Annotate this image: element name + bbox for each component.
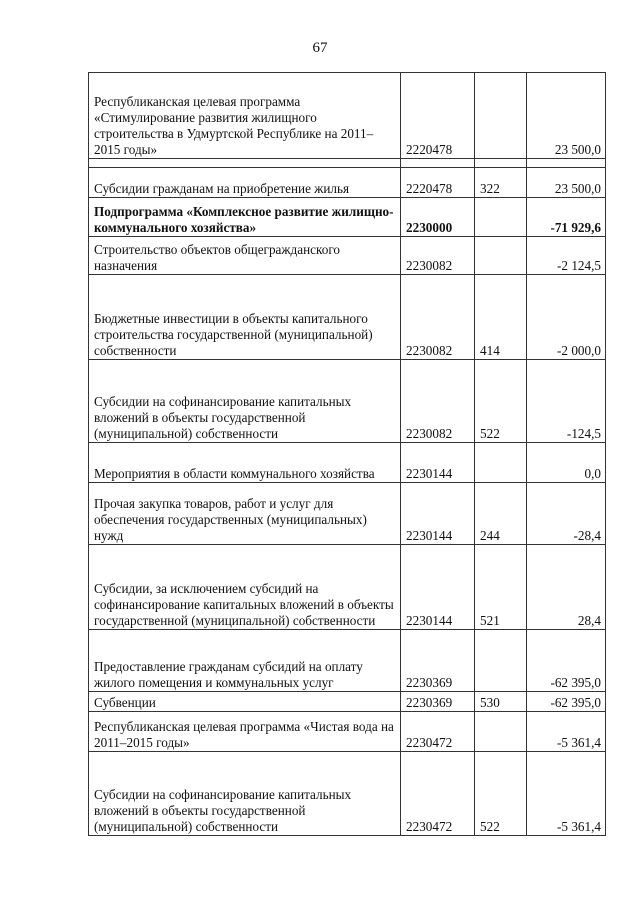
row-amount: -5 361,4 [527,752,606,836]
row-name: Субсидии на софинансирование капитальных вложений в объекты государственной (муниципальной) собственности [89,360,401,443]
row-name: Мероприятия в области коммунального хозяйства [89,443,401,483]
row-amount: -28,4 [527,483,606,545]
row-code: 2230369 [401,692,475,712]
row-name: Республиканская целевая программа «Стимулирование развития жилищного строительства в Удмуртской Республике на 2011–2015 годы» [89,73,401,159]
page-number: 67 [312,40,328,56]
row-name: Республиканская целевая программа «Чистая вода на 2011–2015 годы» [89,712,401,752]
row-type: 522 [475,360,527,443]
row-amount: 28,4 [527,545,606,630]
row-code: 2220478 [401,73,475,159]
row-name: Строительство объектов общегражданского назначения [89,237,401,275]
row-type [475,443,527,483]
table-row [89,237,606,275]
table-row [89,275,606,360]
row-type: 521 [475,545,527,630]
row-name: Бюджетные инвестиции в объекты капитального строительства государственной (муниципальной) собственности [89,275,401,360]
row-name: Субвенции [89,692,401,712]
row-code: 2230082 [401,360,475,443]
table-row [89,73,606,159]
row-code: 2220478 [401,168,475,198]
row-code: 2230472 [401,712,475,752]
row-type: 244 [475,483,527,545]
table-row [89,483,606,545]
table-row [89,168,606,198]
table-row [89,360,606,443]
row-type [475,712,527,752]
row-type [475,198,527,237]
row-type: 522 [475,752,527,836]
row-name: Предоставление гражданам субсидий на оплату жилого помещения и коммунальных услуг [89,630,401,692]
table-row [89,443,606,483]
row-code: 2230082 [401,275,475,360]
row-amount: -5 361,4 [527,712,606,752]
row-code: 2230144 [401,545,475,630]
row-amount: -2 000,0 [527,275,606,360]
row-code: 2230144 [401,483,475,545]
row-name: Прочая закупка товаров, работ и услуг для обеспечения государственных (муниципальных) нужд [89,483,401,545]
row-amount: -62 395,0 [527,630,606,692]
row-amount: 23 500,0 [527,73,606,159]
row-code: 2230369 [401,630,475,692]
budget-table [88,72,606,836]
row-name: Субсидии гражданам на приобретение жилья [89,168,401,198]
row-code: 2230144 [401,443,475,483]
table-row [89,198,606,237]
table-row [89,545,606,630]
row-name: Субсидии на софинансирование капитальных вложений в объекты государственной (муниципальной) собственности [89,752,401,836]
row-code: 2230472 [401,752,475,836]
row-code: 2230000 [401,198,475,237]
row-type [475,73,527,159]
row-name: Подпрограмма «Комплексное развитие жилищно-коммунального хозяйства» [89,198,401,237]
table-row [89,692,606,712]
spacer-row [89,159,606,168]
table-row [89,630,606,692]
row-name: Субсидии, за исключением субсидий на софинансирование капитальных вложений в объекты государственной (муниципальной) собственности [89,545,401,630]
row-type [475,630,527,692]
row-amount: -124,5 [527,360,606,443]
row-amount: -2 124,5 [527,237,606,275]
table-row [89,712,606,752]
row-type [475,237,527,275]
table-row [89,752,606,836]
row-amount: 23 500,0 [527,168,606,198]
row-type: 414 [475,275,527,360]
row-type: 322 [475,168,527,198]
row-amount: -71 929,6 [527,198,606,237]
row-amount: 0,0 [527,443,606,483]
row-type: 530 [475,692,527,712]
row-amount: -62 395,0 [527,692,606,712]
row-code: 2230082 [401,237,475,275]
